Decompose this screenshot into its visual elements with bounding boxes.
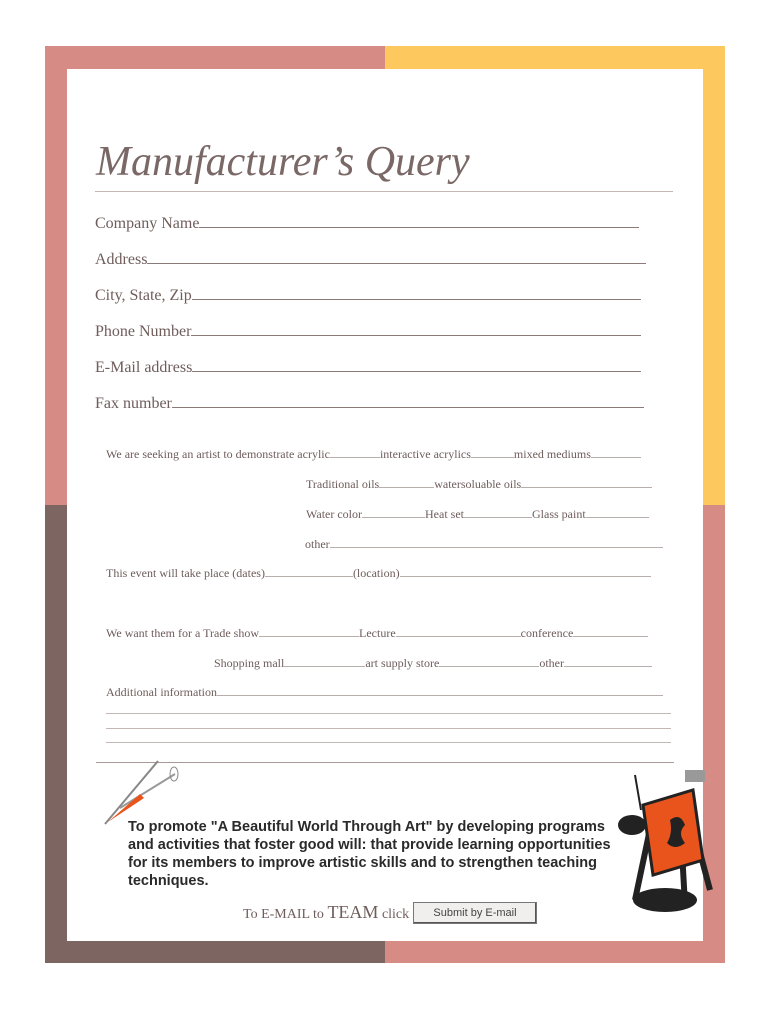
- email-address-field[interactable]: E-Mail address: [95, 359, 641, 377]
- company-name-field[interactable]: Company Name: [95, 215, 639, 233]
- additional-info-field[interactable]: Additional information: [106, 685, 663, 700]
- fax-number-field[interactable]: Fax number: [95, 395, 644, 413]
- venue-row-1[interactable]: We want them for a Trade show Lecture conference: [106, 626, 648, 641]
- city-state-zip-field[interactable]: City, State, Zip: [95, 287, 641, 305]
- mission-statement: To promote "A Beautiful World Through Art" by developing programs and activities that foster good will: that provide learning opportunities for its members to improve artistic skills and to strengthen teaching techniques.: [128, 819, 611, 889]
- event-row[interactable]: This event will take place (dates) (location): [106, 566, 651, 581]
- address-field[interactable]: Address: [95, 251, 646, 269]
- title-divider: [95, 191, 673, 192]
- medium-row-1[interactable]: We are seeking an artist to demonstrate acrylic interactive acrylics mixed mediums: [106, 447, 641, 462]
- additional-line-3[interactable]: [106, 742, 671, 743]
- additional-line-1[interactable]: [106, 713, 671, 714]
- additional-line-2[interactable]: [106, 728, 671, 729]
- medium-row-2[interactable]: Traditional oils watersoluable oils: [306, 477, 652, 492]
- medium-row-3[interactable]: Water color Heat set Glass paint: [306, 507, 649, 522]
- submit-by-email-button[interactable]: Submit by E-mail: [413, 902, 537, 924]
- venue-row-2[interactable]: Shopping mall art supply store other: [214, 656, 652, 671]
- email-prompt: To E-MAIL to TEAM click: [243, 902, 410, 922]
- page-title: Manufacturer’s Query: [96, 139, 470, 185]
- medium-other[interactable]: other: [305, 537, 663, 552]
- easel-illustration-icon: [615, 765, 725, 915]
- phone-number-field[interactable]: Phone Number: [95, 323, 641, 341]
- section-divider: [96, 762, 674, 763]
